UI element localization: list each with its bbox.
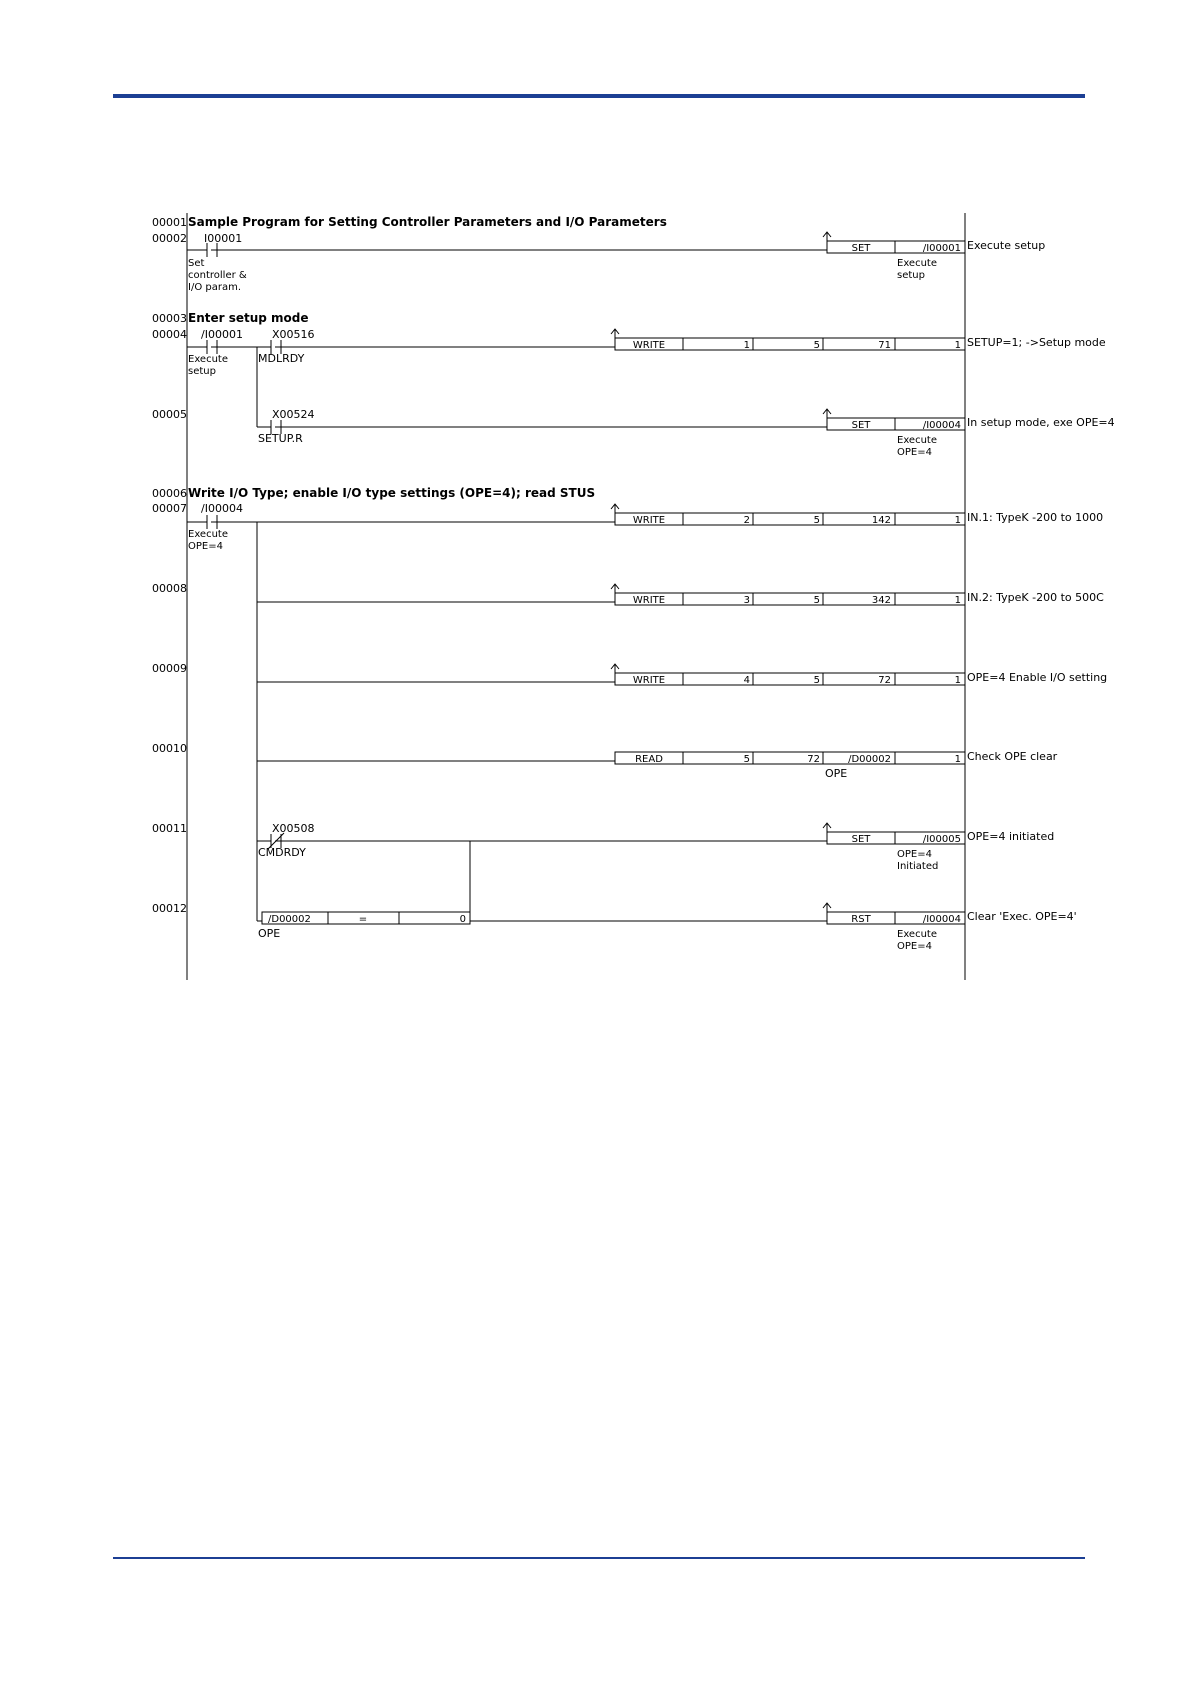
instruction-operand: 142 bbox=[871, 515, 891, 526]
instruction-label: OPE bbox=[825, 767, 848, 780]
instruction-box-write-3 bbox=[615, 593, 965, 605]
instruction-opcode: WRITE bbox=[632, 595, 666, 606]
instruction-opcode: SET bbox=[851, 243, 871, 254]
row-number: 00003 bbox=[152, 312, 187, 325]
instruction-opcode: WRITE bbox=[632, 675, 666, 686]
rung-comment: OPE=4 Enable I/O setting bbox=[967, 671, 1108, 684]
contact-device: /I00001 bbox=[201, 328, 243, 341]
row-number: 00006 bbox=[152, 487, 187, 500]
rung-comment: IN.1: TypeK -200 to 1000 bbox=[967, 511, 1104, 524]
contact-label: Execute bbox=[188, 354, 228, 365]
contact-device: X00508 bbox=[272, 822, 315, 835]
instruction-operand: 5 bbox=[813, 515, 820, 526]
instruction-operand: 5 bbox=[743, 754, 750, 765]
instruction-operand: 71 bbox=[878, 340, 891, 351]
contact-label: CMDRDY bbox=[258, 846, 306, 859]
instruction-box-write-4 bbox=[615, 673, 965, 685]
instruction-box-write-1 bbox=[615, 338, 965, 350]
contact-label: I/O param. bbox=[188, 282, 242, 293]
instruction-box-write-2 bbox=[615, 513, 965, 525]
instruction-opcode: RST bbox=[851, 914, 871, 925]
instruction-operand: 5 bbox=[813, 675, 820, 686]
contact-label: MDLRDY bbox=[258, 352, 305, 365]
instruction-operand: 1 bbox=[954, 595, 961, 606]
rung-comment: Check OPE clear bbox=[967, 750, 1058, 763]
instruction-operand: 3 bbox=[743, 595, 750, 606]
instruction-label: Execute bbox=[897, 929, 937, 940]
rung-comment: In setup mode, exe OPE=4 bbox=[967, 416, 1115, 429]
section-comment: Write I/O Type; enable I/O type settings (OPE=4); read STUS bbox=[188, 486, 596, 500]
contact-device: X00516 bbox=[272, 328, 315, 341]
instruction-label: setup bbox=[897, 270, 925, 281]
instruction-box-read bbox=[615, 752, 965, 764]
row-number: 00009 bbox=[152, 662, 187, 675]
rung-comment: Clear 'Exec. OPE=4' bbox=[967, 910, 1077, 923]
section-comment: Sample Program for Setting Controller Parameters and I/O Parameters bbox=[188, 215, 667, 229]
instruction-operand: /I00005 bbox=[922, 834, 961, 845]
contact-device: /I00004 bbox=[201, 502, 243, 515]
instruction-label: Execute bbox=[897, 258, 937, 269]
contact-label: OPE=4 bbox=[188, 541, 223, 552]
rung-comment: IN.2: TypeK -200 to 500C bbox=[967, 591, 1104, 604]
instruction-label: Execute bbox=[897, 435, 937, 446]
contact-label: setup bbox=[188, 366, 216, 377]
instruction-operand: 5 bbox=[813, 340, 820, 351]
rung-comment: SETUP=1; ->Setup mode bbox=[967, 336, 1106, 349]
contact-label: Execute bbox=[188, 529, 228, 540]
instruction-operand: 72 bbox=[807, 754, 820, 765]
instruction-operand: /I00004 bbox=[922, 420, 961, 431]
instruction-operand: /I00004 bbox=[922, 914, 961, 925]
instruction-opcode: SET bbox=[851, 420, 871, 431]
instruction-operand: 1 bbox=[954, 515, 961, 526]
row-number: 00004 bbox=[152, 328, 187, 341]
instruction-operand: 1 bbox=[954, 340, 961, 351]
row-number: 00002 bbox=[152, 232, 187, 245]
instruction-operand: /D00002 bbox=[848, 754, 891, 765]
row-number: 00012 bbox=[152, 902, 187, 915]
rung-comment: Execute setup bbox=[967, 239, 1046, 252]
instruction-operand: /I00001 bbox=[922, 243, 961, 254]
row-number: 00008 bbox=[152, 582, 187, 595]
instruction-operand: 72 bbox=[878, 675, 891, 686]
instruction-opcode: WRITE bbox=[632, 515, 666, 526]
contact-label: SETUP.R bbox=[258, 432, 303, 445]
row-number: 00011 bbox=[152, 822, 187, 835]
instruction-operand: 1 bbox=[954, 675, 961, 686]
row-number: 00010 bbox=[152, 742, 187, 755]
instruction-label: OPE=4 bbox=[897, 447, 932, 458]
compare-label: OPE bbox=[258, 927, 281, 940]
contact-label: Set bbox=[188, 258, 205, 269]
instruction-opcode: WRITE bbox=[632, 340, 666, 351]
contact-device: X00524 bbox=[272, 408, 315, 421]
instruction-operand: 2 bbox=[743, 515, 750, 526]
compare-operator: = bbox=[358, 914, 368, 925]
rising-edge-arrow bbox=[611, 232, 831, 921]
instruction-operand: 1 bbox=[954, 754, 961, 765]
instruction-operand: 1 bbox=[743, 340, 750, 351]
row-number: 00001 bbox=[152, 216, 187, 229]
instruction-operand: 5 bbox=[813, 595, 820, 606]
instruction-opcode: SET bbox=[851, 834, 871, 845]
row-number: 00005 bbox=[152, 408, 187, 421]
instruction-opcode: READ bbox=[635, 754, 663, 765]
instruction-operand: 342 bbox=[871, 595, 891, 606]
row-number: 00007 bbox=[152, 502, 187, 515]
contact-device: I00001 bbox=[204, 232, 243, 245]
compare-value: 0 bbox=[459, 914, 466, 925]
rung-comment: OPE=4 initiated bbox=[967, 830, 1055, 843]
instruction-label: OPE=4 bbox=[897, 849, 932, 860]
instruction-operand: 4 bbox=[743, 675, 750, 686]
compare-device: /D00002 bbox=[268, 914, 311, 925]
contact-label: controller & bbox=[188, 270, 247, 281]
section-comment: Enter setup mode bbox=[188, 311, 309, 325]
row-numbers bbox=[152, 216, 187, 915]
instruction-label: OPE=4 bbox=[897, 941, 932, 952]
instruction-label: Initiated bbox=[897, 861, 939, 872]
